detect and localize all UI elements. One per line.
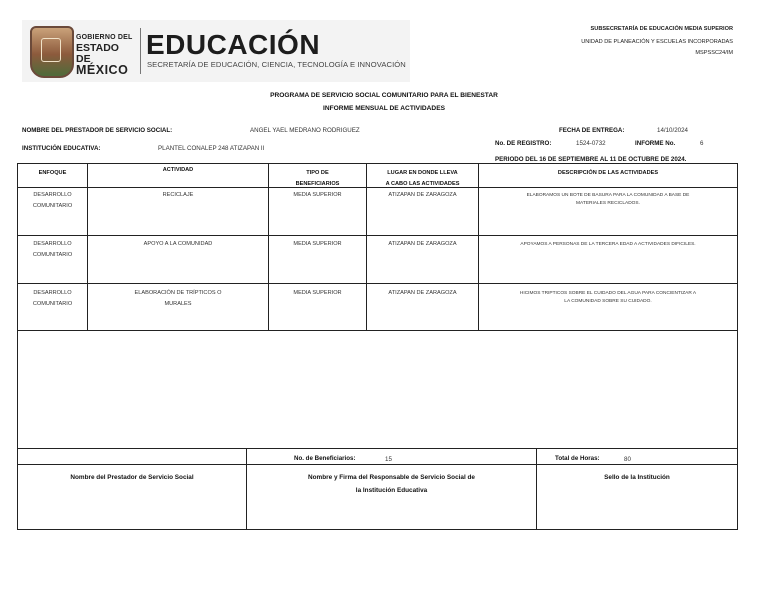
- header-descripcion: DESCRIPCIÓN DE LAS ACTIVIDADES: [557, 170, 659, 176]
- row-2-enfoque-line1: DESARROLLO: [33, 241, 72, 247]
- gob-line1: GOBIERNO DEL: [76, 34, 133, 41]
- program-title: PROGRAMA DE SERVICIO SOCIAL COMUNITARIO PARA EL BIENESTAR: [270, 92, 498, 99]
- institution-seal-label: Sello de la Institución: [604, 474, 670, 481]
- row-2-actividad-line1: APOYO A LA COMUNIDAD: [143, 241, 213, 247]
- gob-line3: MÉXICO: [76, 63, 129, 77]
- table-row-3-enfoque: [18, 288, 87, 310]
- government-logo-text: [76, 32, 136, 76]
- beneficiaries-value: 15: [385, 456, 392, 463]
- provider-signature-label: Nombre del Prestador de Servicio Social: [70, 474, 194, 481]
- row-1-enfoque-line2: COMUNITARIO: [32, 203, 73, 209]
- table-row-2-lugar: ATIZAPAN DE ZARAGOZA: [388, 241, 457, 247]
- row-2-enfoque-line2: COMUNITARIO: [32, 252, 73, 258]
- gob-line2: ESTADO DE: [76, 42, 119, 65]
- table-row-2-descripcion: [479, 241, 737, 249]
- table-row-2-actividad: [88, 239, 268, 250]
- provider-name-label: NOMBRE DEL PRESTADOR DE SERVICIO SOCIAL:: [22, 127, 173, 134]
- header-lugar-line1: LUGAR EN DONDE LLEVA: [387, 170, 458, 176]
- table-row-3-lugar: ATIZAPAN DE ZARAGOZA: [388, 290, 457, 296]
- header-tipo-line2: BENEFICIARIOS: [295, 181, 340, 187]
- row-2-desc-line1: APOYAMOS A PERSONAS DE LA TERCERA EDAD A ACTIVIDADES DIFICILES.: [520, 242, 696, 247]
- header-actividad: ACTIVIDAD: [162, 167, 194, 173]
- period-text: PERIODO DEL 16 DE SEPTIEMBRE AL 11 DE OCTUBRE DE 2024.: [495, 156, 687, 163]
- header-lugar: [367, 168, 478, 190]
- row-1-actividad-line1: RECICLAJE: [162, 192, 194, 198]
- table-row-1-lugar: ATIZAPAN DE ZARAGOZA: [388, 192, 457, 198]
- delivery-date-value: 14/10/2024: [657, 127, 688, 134]
- registry-value: 1524-0732: [576, 140, 606, 147]
- table-row-1-actividad: [88, 190, 268, 201]
- row-3-enfoque-line2: COMUNITARIO: [32, 301, 73, 307]
- responsible-signature-label: [247, 471, 536, 497]
- header-tipo-beneficiarios: [269, 168, 366, 190]
- report-number-value: 6: [700, 140, 704, 147]
- header-enfoque: ENFOQUE: [38, 170, 67, 176]
- beneficiaries-label: No. de Beneficiarios:: [294, 455, 356, 462]
- header-unidad: UNIDAD DE PLANEACIÓN Y ESCUELAS INCORPORADAS: [581, 39, 733, 45]
- row-1-desc-line2: MATERIALES RECICLADOS.: [576, 201, 640, 206]
- row-3-actividad-line1: ELABORACIÓN DE TRÍPTICOS O: [134, 290, 222, 296]
- table-row-3-actividad: [88, 288, 268, 310]
- table-row-3-tipo: MEDIA SUPERIOR: [293, 290, 342, 296]
- table-row-1-descripcion: [479, 192, 737, 208]
- responsible-line1: Nombre y Firma del Responsable de Servicio Social de: [308, 474, 475, 481]
- table-row-2-tipo: MEDIA SUPERIOR: [293, 241, 342, 247]
- header-tipo-line1: TIPO DE: [306, 170, 329, 176]
- responsible-line2: la Institución Educativa: [355, 487, 428, 494]
- header-code: MSPSSC24/IM: [695, 50, 733, 56]
- provider-name-value: ANGEL YAEL MEDRANO RODRIGUEZ: [250, 127, 360, 134]
- table-row-2-enfoque: [18, 239, 87, 261]
- table-row-1-enfoque: [18, 190, 87, 212]
- table-row-1-tipo: MEDIA SUPERIOR: [293, 192, 342, 198]
- table-row-3-descripcion: [479, 290, 737, 306]
- institution-value: PLANTEL CONALEP 248 ATIZAPAN II: [158, 145, 265, 152]
- header-subsecretaria: SUBSECRETARÍA DE EDUCACIÓN MEDIA SUPERIOR: [590, 26, 733, 32]
- state-seal-icon: [30, 26, 74, 78]
- activities-table: [17, 163, 738, 331]
- education-brand-subtitle: SECRETARÍA DE EDUCACIÓN, CIENCIA, TECNOLOGÍA E INNOVACIÓN: [147, 60, 406, 69]
- row-3-enfoque-line1: DESARROLLO: [33, 290, 72, 296]
- total-hours-label: Total de Horas:: [555, 455, 600, 462]
- row-3-desc-line1: HICIMOS TRIPTICOS SOBRE EL CUIDADO DEL AGUA PARA CONCIENTIZAR A: [519, 291, 697, 296]
- logo-divider: [140, 28, 141, 74]
- row-3-actividad-line2: MURALES: [164, 301, 192, 307]
- total-hours-value: 80: [624, 456, 631, 463]
- registry-label: No. DE REGISTRO:: [495, 140, 552, 147]
- education-brand: EDUCACIÓN: [146, 29, 321, 60]
- row-3-desc-line2: LA COMUNIDAD SOBRE SU CUIDADO.: [564, 299, 652, 304]
- report-number-label: INFORME No.: [635, 140, 676, 147]
- delivery-date-label: FECHA DE ENTREGA:: [559, 127, 625, 134]
- signature-section: [17, 331, 738, 530]
- institution-label: INSTITUCIÓN EDUCATIVA:: [22, 145, 101, 152]
- row-1-desc-line1: ELABORAMOS UN BOTE DE BASURA PARA LA COMUNIDAD A BASE DE: [526, 193, 690, 198]
- report-title: INFORME MENSUAL DE ACTIVIDADES: [323, 105, 445, 112]
- row-1-enfoque-line1: DESARROLLO: [33, 192, 72, 198]
- header-lugar-line2: A CABO LAS ACTIVIDADES: [385, 181, 460, 187]
